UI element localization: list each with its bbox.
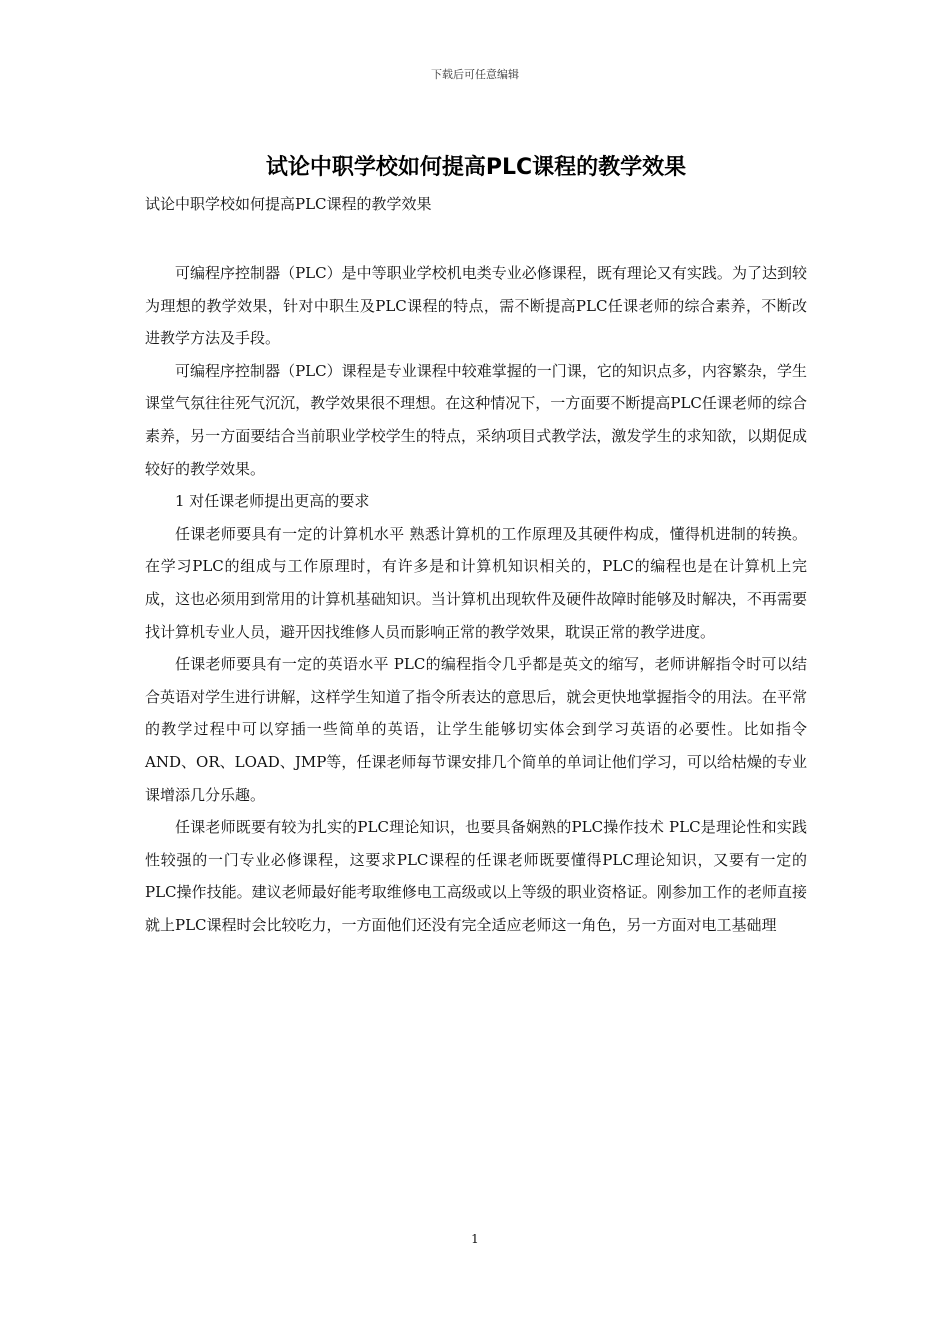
- page-header-note: 下载后可任意编辑: [431, 68, 519, 81]
- section-heading: 1 对任课老师提出更高的要求: [175, 492, 370, 511]
- document-subtitle: 试论中职学校如何提高PLC课程的教学效果: [145, 195, 432, 213]
- page-number: 1: [471, 1232, 479, 1246]
- blank-line: [145, 220, 807, 257]
- document-body: [145, 148, 807, 941]
- paragraph: 任课老师既要有较为扎实的PLC理论知识，也要具备娴熟的PLC操作技术 PLC是理论性和实践性较强的一门专业必修课程，这要求PLC课程的任课老师既要懂得PLC理论知识，又要有一定的PLC操作技能。建议老师最好能考取维修电工高级或以上等级的职业资格证。刚参加工作的老师直接就上PLC课程时会比较吃力，一方面他们还没有完全适应老师这一角色，另一方面对电工基础理: [145, 818, 807, 934]
- paragraph: 可编程序控制器（PLC）是中等职业学校机电类专业必修课程，既有理论又有实践。为了达到较为理想的教学效果，针对中职生及PLC课程的特点，需不断提高PLC任课老师的综合素养，不断改进教学方法及手段。: [145, 264, 807, 348]
- paragraph: 可编程序控制器（PLC）课程是专业课程中较难掌握的一门课，它的知识点多，内容繁杂，学生课堂气氛往往死气沉沉，教学效果很不理想。在这种情况下，一方面要不断提高PLC任课老师的综合素养，另一方面要结合当前职业学校学生的特点，采纳项目式教学法，激发学生的求知欲，以期促成较好的教学效果。: [145, 361, 807, 478]
- paragraph: 任课老师要具有一定的计算机水平 熟悉计算机的工作原理及其硬件构成，懂得机进制的转换。在学习PLC的组成与工作原理时，有许多是和计算机知识相关的，PLC的编程也是在计算机上完成，这也必须用到常用的计算机基础知识。当计算机出现软件及硬件故障时能够及时解决，不再需要找计算机专业人员，避开因找维修人员而影响正常的教学效果，耽误正常的教学进度。: [145, 524, 807, 641]
- document-title: 试论中职学校如何提高PLC课程的教学效果: [265, 155, 687, 180]
- paragraph: 任课老师要具有一定的英语水平 PLC的编程指令几乎都是英文的缩写，老师讲解指令时可以结合英语对学生进行讲解，这样学生知道了指令所表达的意思后，就会更快地掌握指令的用法。在平常的教学过程中可以穿插一些简单的英语，让学生能够切实体会到学习英语的必要性。比如指令AND、OR、LOAD、JMP等，任课老师每节课安排几个简单的单词让他们学习，可以给枯燥的专业课增添几分乐趣。: [145, 655, 807, 804]
